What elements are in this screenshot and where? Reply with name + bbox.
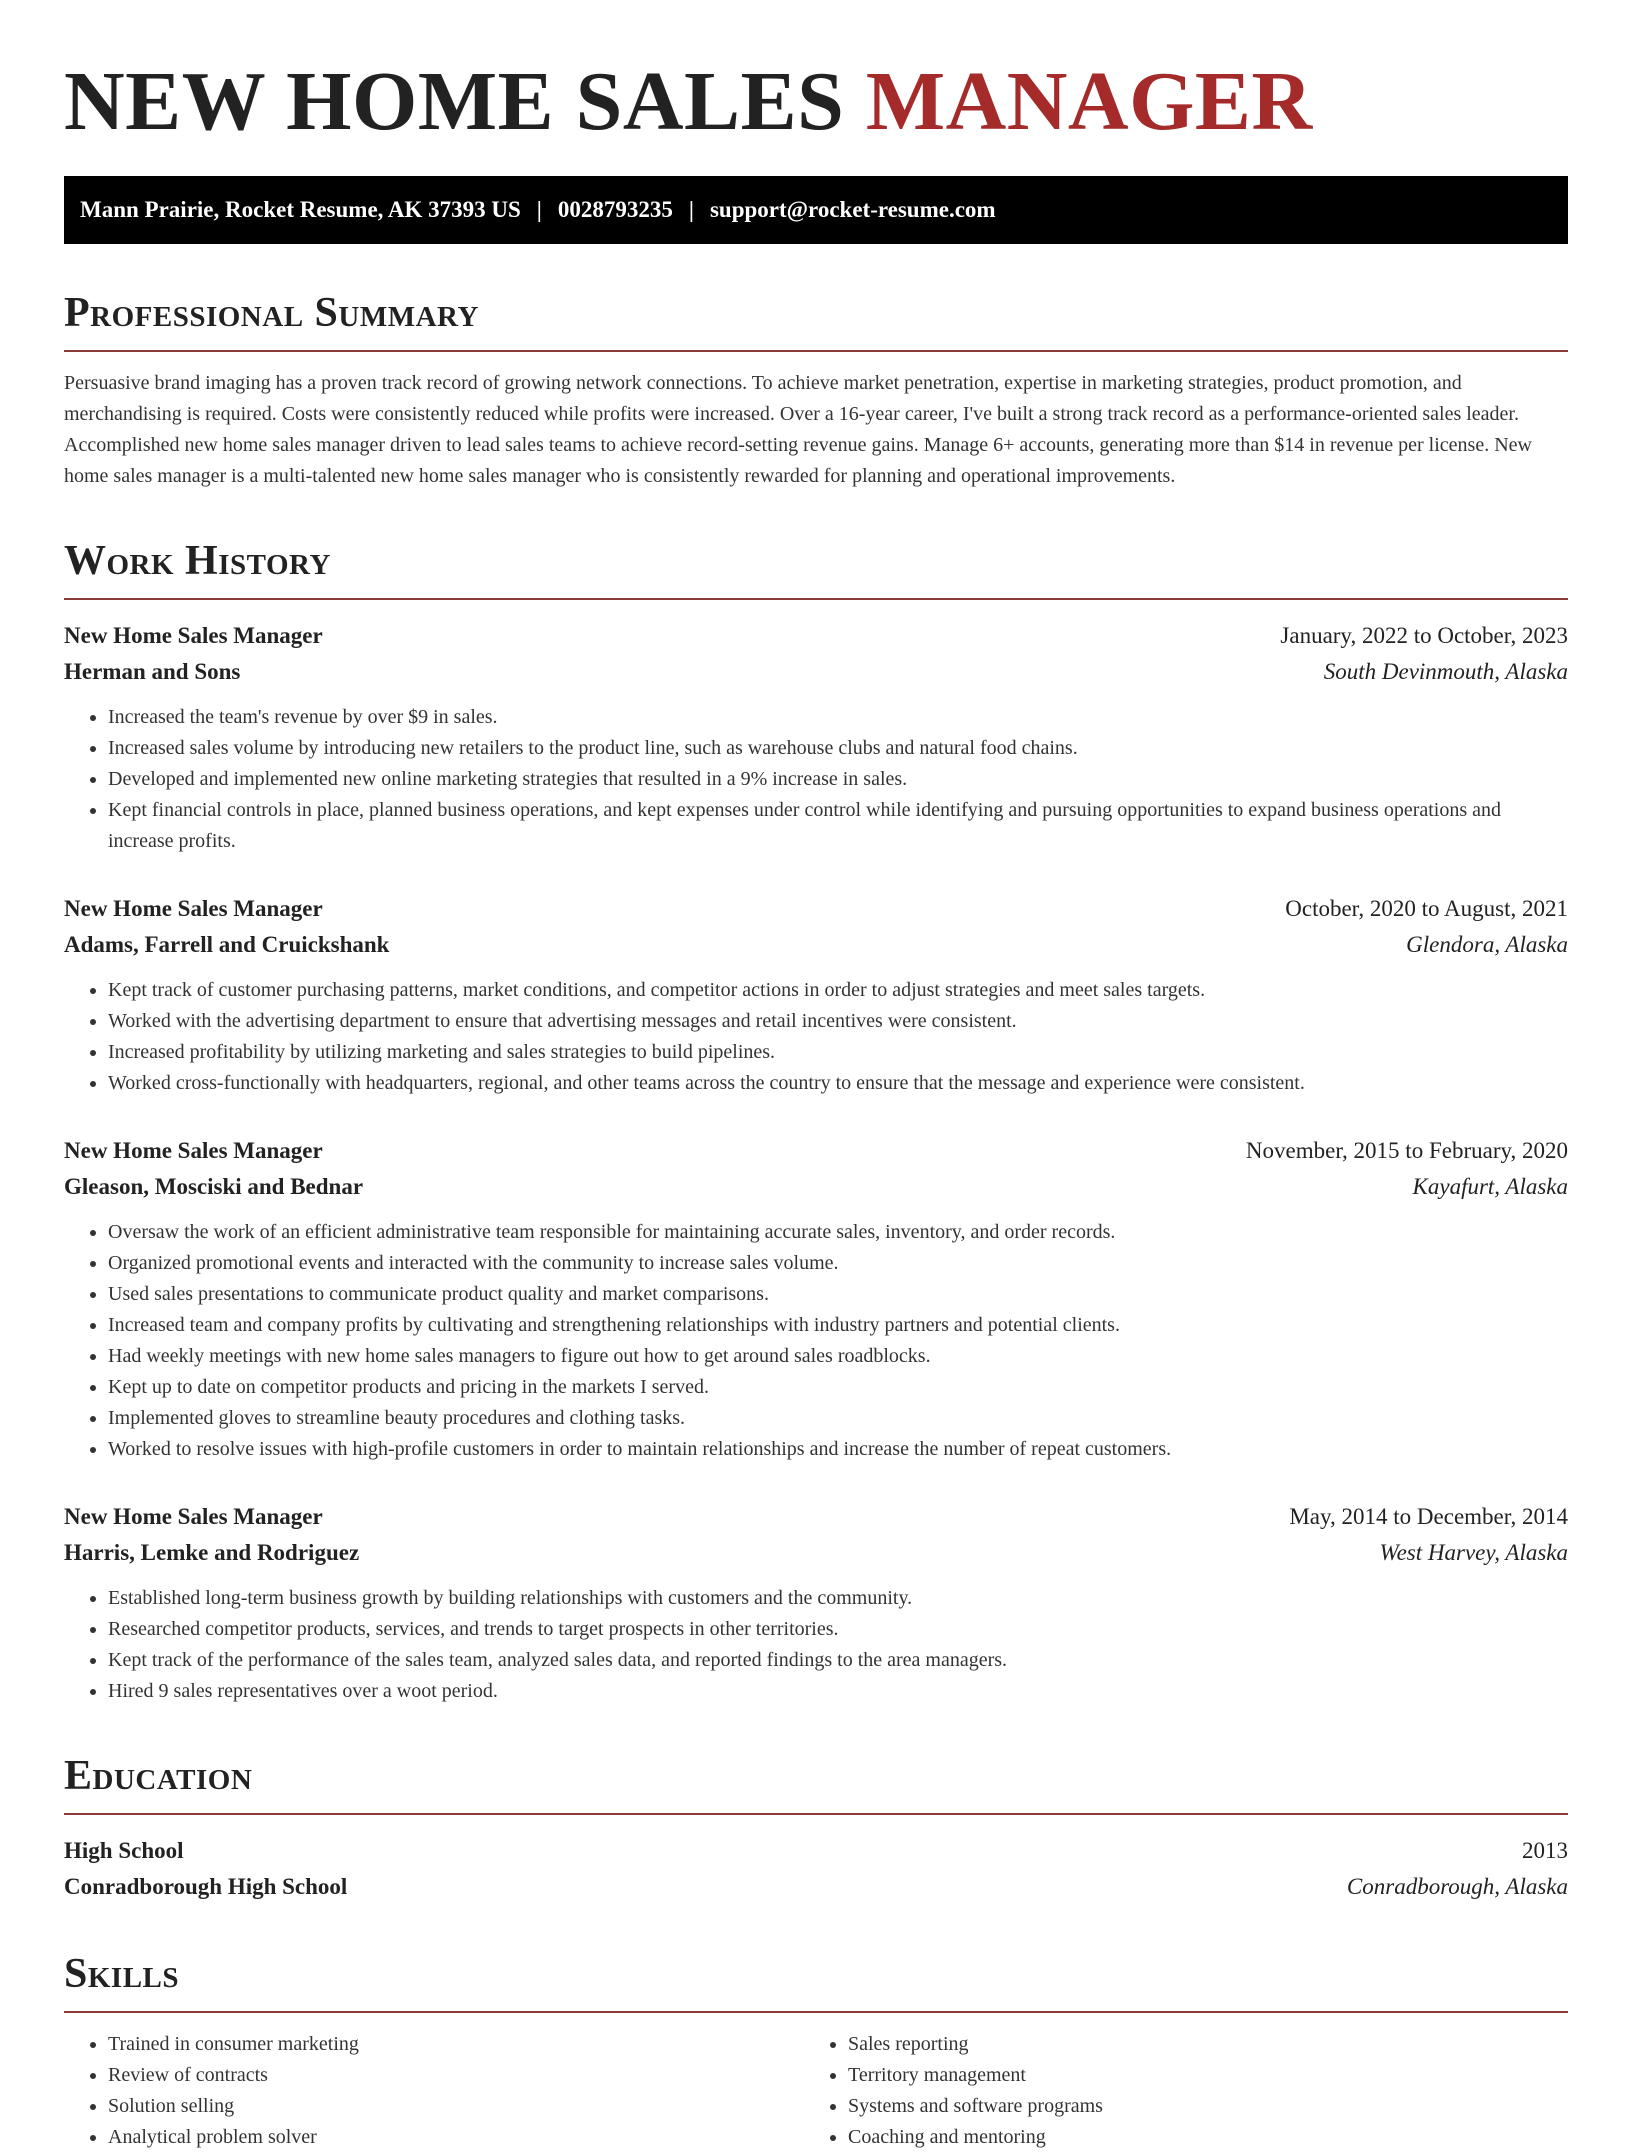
list-item: • Kept track of the performance of the sales team, analyzed sales data, and reported findings to the area managers. — [108, 1645, 1568, 1676]
skills-list — [804, 2029, 1544, 2153]
section-heading: Professional Summary — [64, 290, 479, 336]
summary-text: Persuasive brand imaging has a proven track record of growing network connections. To achieve market penetration, expertise in marketing strategies, product promotion, and merchandising is required. Costs were consistently reduced while profits were increased. Over a 16-year career, I've built a strong track record as a performance-oriented sales leader. Accomplished new home sales manager driven to lead sales teams to achieve record-setting revenue gains. Manage 6+ accounts, generating more than $14 in revenue per license. New home sales manager is a multi-talented new home sales manager who is consistently rewarded for planning and operational improvements. — [64, 372, 1532, 487]
work-history-section — [64, 538, 1568, 1707]
list-item: • Worked with the advertising department to ensure that advertising messages and retail incentives were consistent. — [108, 1006, 1568, 1037]
list-item: • Kept up to date on competitor products and pricing in the markets I served. — [108, 1372, 1568, 1403]
job-entry — [64, 1499, 1568, 1707]
contact-separator: | — [536, 197, 542, 222]
skill-item: • Solution selling — [108, 2091, 804, 2122]
education-year: 2013 — [1522, 1838, 1568, 1863]
job-bullets — [64, 1217, 1568, 1465]
summary-section — [64, 290, 1568, 492]
job-company: Harris, Lemke and Rodriguez — [64, 1540, 360, 1565]
section-divider — [64, 1813, 1568, 1815]
job-company: Adams, Farrell and Cruickshank — [64, 932, 390, 957]
list-item: • Kept track of customer purchasing patterns, market conditions, and competitor actions in order to adjust strategies and meet sales targets. — [108, 975, 1568, 1006]
education-degree: High School — [64, 1838, 184, 1863]
skills-list — [64, 2029, 804, 2153]
job-dates: May, 2014 to December, 2014 — [1289, 1504, 1568, 1529]
list-item: • Increased sales volume by introducing new retailers to the product line, such as warehouse clubs and natural food chains. — [108, 733, 1568, 764]
contact-email[interactable]: support@rocket-resume.com — [709, 197, 996, 222]
job-title: New Home Sales Manager — [64, 1138, 323, 1163]
education-location: Conradborough, Alaska — [1346, 1874, 1568, 1899]
job-company: Gleason, Mosciski and Bednar — [64, 1174, 364, 1199]
job-dates: January, 2022 to October, 2023 — [1280, 623, 1568, 648]
job-bullets — [64, 702, 1568, 857]
skill-item: • Analytical problem solver — [108, 2122, 804, 2153]
list-item: • Used sales presentations to communicate product quality and market comparisons. — [108, 1279, 1568, 1310]
list-item: • Oversaw the work of an efficient administrative team responsible for maintaining accurate sales, inventory, and order records. — [108, 1217, 1568, 1248]
list-item: • Researched competitor products, services, and trends to target prospects in other territories. — [108, 1614, 1568, 1645]
job-dates: November, 2015 to February, 2020 — [1245, 1138, 1568, 1163]
section-heading: Skills — [64, 1951, 180, 1997]
job-location: West Harvey, Alaska — [1379, 1540, 1568, 1565]
list-item: • Developed and implemented new online marketing strategies that resulted in a 9% increase in sales. — [108, 764, 1568, 795]
job-company: Herman and Sons — [64, 659, 241, 684]
list-item: • Had weekly meetings with new home sales managers to figure out how to get around sales roadblocks. — [108, 1341, 1568, 1372]
contact-separator: | — [688, 197, 694, 222]
skill-item: • Trained in consumer marketing — [108, 2029, 804, 2060]
education-school: Conradborough High School — [64, 1874, 348, 1899]
list-item: • Increased team and company profits by cultivating and strengthening relationships with industry partners and potential clients. — [108, 1310, 1568, 1341]
contact-phone: 0028793235 — [557, 197, 673, 222]
contact-bar — [64, 176, 1568, 244]
section-divider — [64, 2011, 1568, 2013]
job-title: New Home Sales Manager — [64, 896, 323, 921]
list-item: • Increased profitability by utilizing marketing and sales strategies to build pipelines. — [108, 1037, 1568, 1068]
job-bullets — [64, 975, 1568, 1099]
section-divider — [64, 350, 1568, 352]
job-location: Glendora, Alaska — [1406, 932, 1568, 957]
job-bullets — [64, 1583, 1568, 1707]
job-entry — [64, 891, 1568, 1099]
job-location: Kayafurt, Alaska — [1412, 1174, 1568, 1199]
list-item: • Organized promotional events and interacted with the community to increase sales volume. — [108, 1248, 1568, 1279]
resume-title — [64, 52, 1568, 152]
section-heading: Education — [64, 1753, 253, 1799]
list-item: • Established long-term business growth by building relationships with customers and the community. — [108, 1583, 1568, 1614]
list-item: • Increased the team's revenue by over $9 in sales. — [108, 702, 1568, 733]
title-main: NEW HOME SALES — [64, 55, 845, 148]
skill-item: • Review of contracts — [108, 2060, 804, 2091]
list-item: • Worked cross-functionally with headquarters, regional, and other teams across the country to ensure that the message and experience were consistent. — [108, 1068, 1568, 1099]
education-section — [64, 1753, 1568, 1905]
job-title: New Home Sales Manager — [64, 623, 323, 648]
job-entry — [64, 1133, 1568, 1465]
skills-column-left — [64, 2029, 804, 2153]
job-entry — [64, 618, 1568, 857]
section-heading: Work History — [64, 538, 331, 584]
skills-column-right — [804, 2029, 1544, 2153]
title-accent: MANAGER — [865, 55, 1313, 148]
skills-grid — [64, 2029, 1568, 2153]
job-dates: October, 2020 to August, 2021 — [1285, 896, 1568, 921]
list-item: • Kept financial controls in place, planned business operations, and kept expenses under control while identifying and pursuing opportunities to expand business operations and increase profits. — [108, 795, 1568, 857]
section-divider — [64, 598, 1568, 600]
job-location: South Devinmouth, Alaska — [1323, 659, 1568, 684]
list-item: • Worked to resolve issues with high-profile customers in order to maintain relationships and increase the number of repeat customers. — [108, 1434, 1568, 1465]
list-item: • Implemented gloves to streamline beauty procedures and clothing tasks. — [108, 1403, 1568, 1434]
education-entry — [64, 1833, 1568, 1905]
job-title: New Home Sales Manager — [64, 1504, 323, 1529]
skill-item: • Territory management — [848, 2060, 1544, 2091]
contact-address: Mann Prairie, Rocket Resume, AK 37393 US — [80, 197, 521, 222]
skills-section — [64, 1951, 1568, 2153]
skill-item: • Sales reporting — [848, 2029, 1544, 2060]
skill-item: • Systems and software programs — [848, 2091, 1544, 2122]
list-item: • Hired 9 sales representatives over a woot period. — [108, 1676, 1568, 1707]
skill-item: • Coaching and mentoring — [848, 2122, 1544, 2153]
